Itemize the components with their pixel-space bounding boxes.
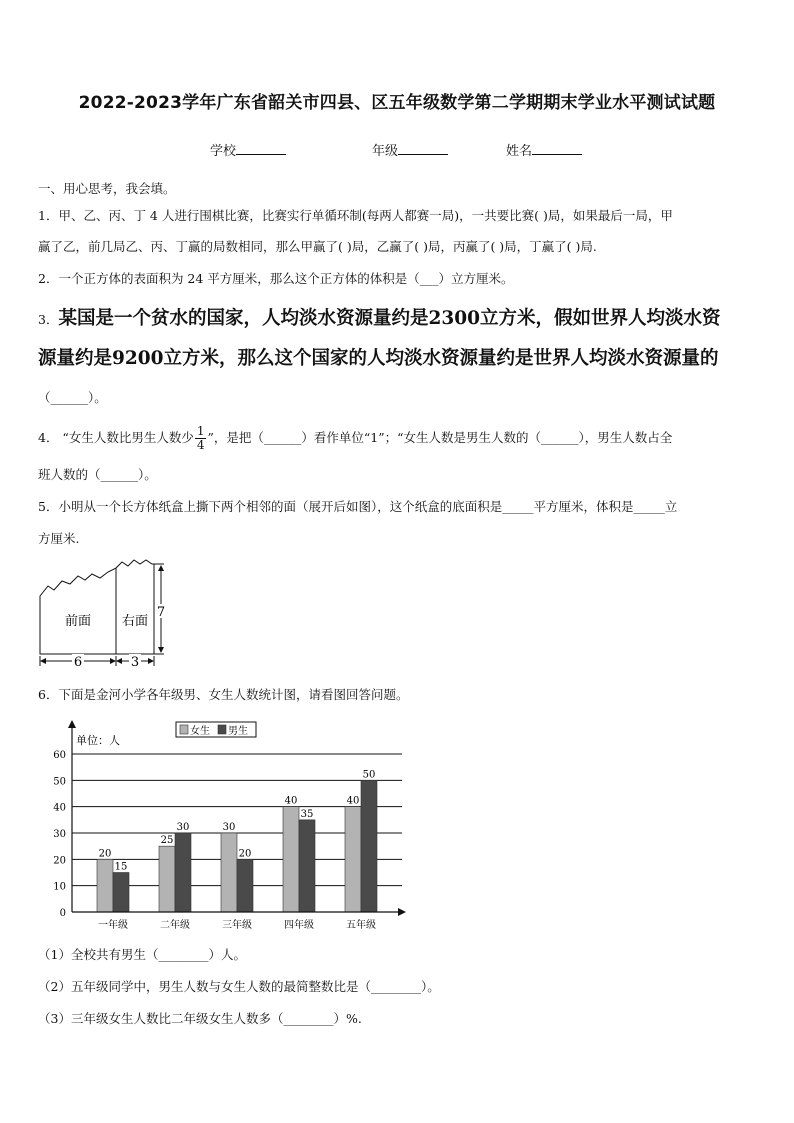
- x-category-label: 二年级: [160, 920, 190, 931]
- right-arrow-left: [116, 658, 122, 664]
- y-tick-label: 30: [53, 829, 66, 840]
- q2-line1: 2．一个正方体的表面积为 24 平方厘米，那么这个正方体的体积是（___）立方厘米。: [38, 271, 514, 286]
- bar-value-label: 40: [284, 795, 298, 807]
- chart-unit-label: 单位：人: [76, 734, 120, 747]
- q5-net-figure: [30, 556, 190, 676]
- q3-line1: 某国是一个贫水的国家，人均淡水资源量约是2300立方米，假如世界人均淡水资: [58, 308, 721, 329]
- section-heading: 一、用心思考，我会填。: [38, 181, 176, 196]
- y-tick-label: 40: [53, 802, 66, 814]
- y-tick-label: 60: [53, 750, 66, 761]
- grade-label: 年级: [372, 144, 399, 159]
- legend-swatch: [218, 725, 226, 734]
- q4-part1: 4． “女生人数比男生人数少: [38, 430, 194, 445]
- height-arrow-down: [158, 647, 164, 653]
- q4-line2: 班人数的（______）。: [38, 467, 157, 482]
- height-arrow-up: [158, 565, 164, 571]
- school-field: [210, 140, 286, 159]
- school-blank[interactable]: [236, 142, 286, 155]
- chart-bars: [97, 780, 377, 912]
- right-arrow-right: [148, 658, 154, 664]
- right-face: [116, 560, 154, 654]
- right-width-label: 3: [130, 655, 140, 670]
- bar-value-label: 20: [98, 848, 112, 860]
- front-arrow-left: [40, 658, 46, 664]
- bar-girls: [97, 859, 113, 912]
- bar-girls: [221, 833, 237, 912]
- front-arrow-right: [110, 658, 116, 664]
- page-title: 2022-2023学年广东省韶关市四县、区五年级数学第二学期期末学业水平测试试题: [78, 93, 716, 113]
- q6-sub2: （2）五年级同学中，男生人数与女生人数的最简整数比是（________）。: [38, 979, 440, 994]
- bar-value-label: 25: [160, 835, 174, 847]
- q6-sub1: （1）全校共有男生（________）人。: [38, 947, 246, 962]
- name-blank[interactable]: [532, 142, 582, 155]
- right-face-label: 右面: [121, 614, 149, 629]
- q4-part2: ”，是把（______）看作单位“1”；“女生人数是男生人数的（______），男生人数占全: [207, 430, 673, 445]
- q6-sub3: （3）三年级女生人数比二年级女生人数多（________）%.: [38, 1011, 362, 1026]
- q5-line2: 方厘米.: [38, 531, 80, 546]
- chart-legend: [176, 722, 256, 737]
- bar-boys: [113, 873, 129, 913]
- grade-gender-bar-chart: [36, 716, 416, 938]
- bar-girls: [159, 846, 175, 912]
- bar-boys: [361, 780, 377, 912]
- grade-blank[interactable]: [398, 142, 448, 155]
- q4-fraction: [195, 425, 207, 452]
- bar-value-label: 40: [346, 795, 360, 807]
- q3-number: 3．: [38, 312, 59, 327]
- bar-girls: [345, 807, 361, 912]
- bar-value-label: 50: [362, 769, 376, 781]
- q4-frac-num: 1: [196, 424, 205, 438]
- q1-line1: 1．甲、乙、丙、丁 4 人进行围棋比赛，比赛实行单循环制(每两人都赛一局)，一共要比赛( )局，如果最后一局，甲: [38, 208, 673, 223]
- y-tick-label: 50: [53, 776, 66, 788]
- q4-frac-den: 4: [196, 438, 205, 452]
- bar-value-label: 15: [114, 861, 128, 873]
- bar-boys: [175, 833, 191, 912]
- bar-girls: [283, 807, 299, 912]
- x-axis-arrow: [398, 908, 406, 916]
- school-label: 学校: [210, 144, 237, 159]
- q3-line3: （______）。: [38, 390, 107, 405]
- legend-swatch: [180, 725, 188, 734]
- q3-line1-row: [38, 304, 720, 330]
- bar-value-label: 35: [300, 808, 314, 820]
- legend-label: 女生: [190, 726, 210, 737]
- bar-boys: [299, 820, 315, 912]
- x-category-label: 五年级: [346, 920, 376, 931]
- y-tick-label: 20: [53, 855, 66, 867]
- front-face-label: 前面: [64, 614, 92, 629]
- y-tick-label: 0: [59, 908, 66, 919]
- x-category-label: 一年级: [98, 920, 128, 931]
- bar-value-label: 30: [176, 822, 190, 833]
- height-label: 7: [156, 605, 166, 620]
- q5-line1: 5．小明从一个长方体纸盒上撕下两个相邻的面（展开后如图），这个纸盒的底面积是_____平方厘米，体积是_____立: [38, 499, 678, 514]
- front-width-label: 6: [73, 655, 83, 670]
- name-label: 姓名: [506, 144, 533, 159]
- legend-label: 男生: [228, 726, 248, 737]
- name-field: [506, 140, 582, 159]
- q4-line1: [38, 424, 672, 452]
- bar-value-label: 20: [238, 848, 252, 860]
- q6-line1: 6．下面是金河小学各年级男、女生人数统计图，请看图回答问题。: [38, 687, 409, 702]
- y-axis-arrow: [68, 720, 76, 728]
- q1-line2: 赢了乙，前几局乙、丙、丁赢的局数相同，那么甲赢了( )局，乙赢了( )局，丙赢了( )局，丁赢了( )局.: [38, 239, 597, 254]
- x-category-label: 四年级: [284, 920, 314, 931]
- x-category-label: 三年级: [222, 920, 252, 931]
- q3-line2: 源量约是9200立方米，那么这个国家的人均淡水资源量约是世界人均淡水资源量的: [38, 348, 719, 369]
- bar-value-label: 30: [222, 822, 236, 833]
- front-face: [40, 568, 116, 654]
- bar-boys: [237, 859, 253, 912]
- grade-field: [372, 140, 448, 159]
- y-tick-label: 10: [53, 881, 66, 893]
